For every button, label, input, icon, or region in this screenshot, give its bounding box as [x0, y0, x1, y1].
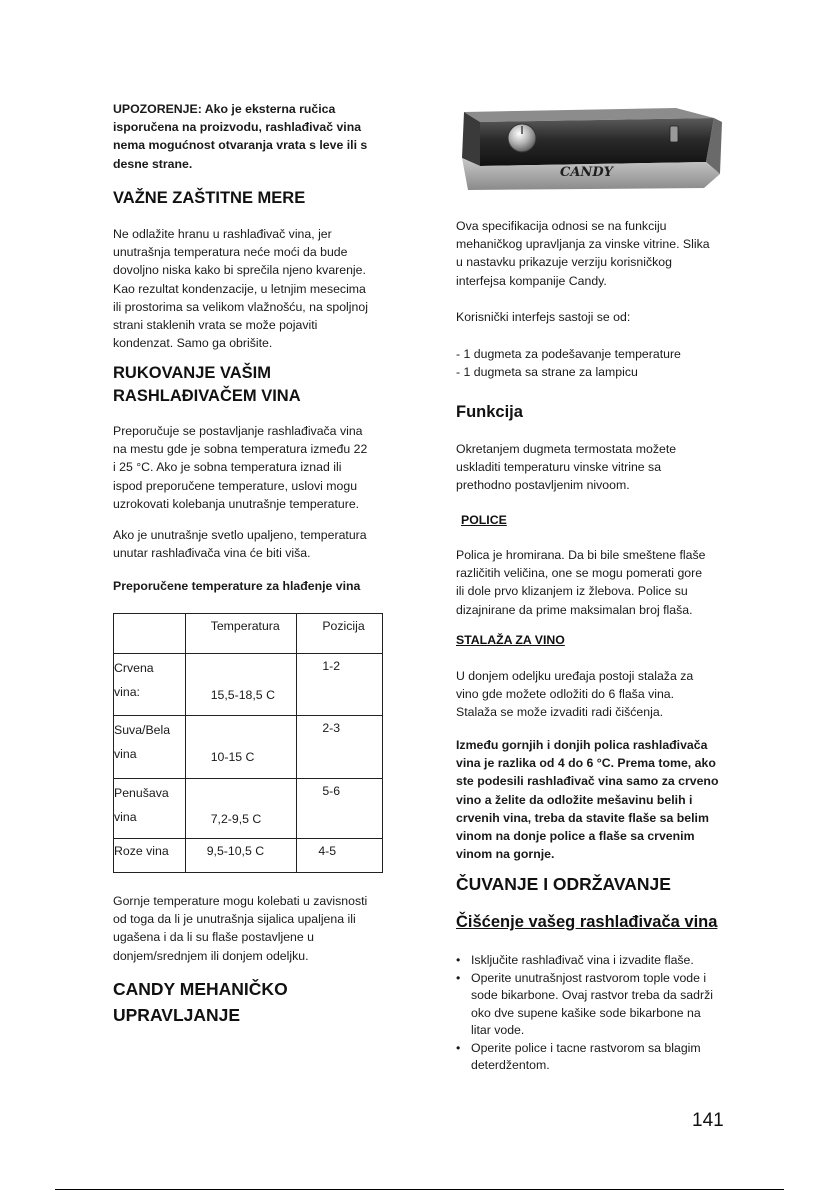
temperature-cell: 10-15 C: [185, 716, 297, 779]
control-panel-image: [456, 104, 722, 192]
list-item: - 1 dugmeta sa strane za lampicu: [456, 365, 638, 380]
temperature-cell: 15,5-18,5 C: [185, 654, 297, 716]
list-item: - 1 dugmeta za podešavanje temperature: [456, 347, 681, 361]
list-item: • Operite police i tacne rastvorom sa blagim deterdžentom.: [456, 1040, 746, 1075]
ui-intro: Korisnički interfejs sastoji se od:: [456, 310, 631, 324]
cleaning-heading: Čišćenje vašeg rashlađivača vina: [456, 913, 718, 931]
function-heading: Funkcija: [456, 403, 523, 421]
safety-heading: VAŽNE ZAŠTITNE MERE: [113, 189, 306, 207]
table-title: Preporučene temperature za hlađenje vina: [113, 579, 361, 593]
temperature-cell: 7,2-9,5 C: [185, 779, 297, 839]
wine-type-cell: Crvena vina:: [114, 654, 186, 716]
handling-paragraph-2: Ako je unutrašnje svetlo upaljeno, temperatura unutar rashlađivača vina će biti viša.: [113, 528, 367, 561]
position-cell: 2-3: [297, 716, 383, 779]
table-row: [114, 839, 383, 873]
cleaning-list: [456, 952, 746, 1075]
temperature-table: [113, 613, 383, 873]
table-header-temperature: Temperatura: [185, 614, 297, 654]
safety-paragraph: Ne odlažite hranu u rashlađivač vina, jer unutrašnja temperatura neće moći da bude dovoljno niska kako bi sprečila njeno kvarenje. Kao rezultat kondenzacije, u letnjim mesecima ili prostorima sa velikom vlažnošću, na spoljnoj strani staklenih vrata se može pojaviti kondenzat. Samo ga obrišite.: [113, 227, 368, 351]
temperature-cell: 9,5-10,5 C: [185, 839, 297, 873]
list-item: • Operite unutrašnjost rastvorom tople vode i sode bikarbone. Ovaj rastvor treba da sadrži oko dve supene kašike sode bikarbone na litar vode.: [456, 970, 746, 1040]
rack-paragraph: U donjem odeljku uređaja postoji stalaža za vino gde možete odložiti do 6 flaša vina. Stalaža se može izvaditi radi čišćenja.: [456, 669, 694, 720]
candy-logo: CANDY: [560, 165, 613, 180]
page-number: 141: [692, 1110, 724, 1131]
table-header-position: Pozicija: [297, 614, 383, 654]
candy-control-heading: CANDY MEHANIČKO UPRAVLJANJE: [113, 979, 288, 1025]
warning-note: UPOZORENJE: Ako je eksterna ručica isporučena na proizvodu, rashlađivač vina nema mogućnost otvaranja vrata s leve ili s desne strane.: [113, 102, 368, 171]
table-header-row: [114, 614, 383, 654]
wine-type-cell: Suva/Bela vina: [114, 716, 186, 779]
care-heading: ČUVANJE I ODRŽAVANJE: [456, 874, 671, 894]
spec-paragraph: Ova specifikacija odnosi se na funkciju mehaničkog upravljanja za vinske vitrine. Slika u nastavku prikazuje verziju korisničkog interfejsa kompanije Candy.: [456, 219, 710, 288]
position-cell: 5-6: [297, 779, 383, 839]
rack-bold-paragraph: Između gornjih i donjih polica rashlađivača vina je razlika od 4 do 6 °C. Prema tome, ako ste podesili rashlađivač vina samo za crveno vino a želite da odložite mešavinu belih i crvenih vina, treba da stavite flaše sa belim vinom na donje police a flaše sa crvenim vinom na gornje.: [456, 738, 719, 862]
table-row: [114, 779, 383, 839]
table-row: [114, 654, 383, 716]
function-paragraph: Okretanjem dugmeta termostata možete uskladiti temperaturu vinske vitrine sa prethodno postavljenim nivoom.: [456, 442, 677, 493]
rack-heading: STALAŽA ZA VINO: [456, 633, 565, 647]
table-row: [114, 716, 383, 779]
handling-heading: RUKOVANJE VAŠIM RASHLAĐIVAČEM VINA: [113, 364, 301, 405]
shelves-paragraph: Polica je hromirana. Da bi bile smeštene flaše različitih veličina, one se mogu pomerati gore ili dole prvo klizanjem iz žlebova. Police su dizajnirane da prime maksimalan broj flaša.: [456, 548, 706, 617]
list-item: • Isključite rashlađivač vina i izvadite flaše.: [456, 952, 746, 970]
shelves-heading: POLICE: [461, 513, 507, 527]
lamp-button-icon: [670, 126, 678, 142]
wine-type-cell: Roze vina: [114, 839, 186, 873]
position-cell: 1-2: [297, 654, 383, 716]
position-cell: 4-5: [297, 839, 383, 873]
ui-items-list: [456, 345, 746, 381]
handling-paragraph-1: Preporučuje se postavljanje rashlađivača vina na mestu gde je sobna temperatura između 22 i 25 °C. Ako je sobna temperatura iznad ili ispod preporučene temperature, uslovi mogu uzrokovati kolebanja unutrašnje temperature.: [113, 424, 368, 511]
after-table-paragraph: Gornje temperature mogu kolebati u zavisnosti od toga da li je unutrašnja sijalica upaljena ili ugašena i da li su flaše postavljene u donjem/srednjem ili donjem odeljku.: [113, 894, 368, 963]
wine-type-cell: Penušava vina: [114, 779, 186, 839]
table-header-empty: [114, 614, 186, 654]
footer-rule: [55, 1189, 784, 1190]
